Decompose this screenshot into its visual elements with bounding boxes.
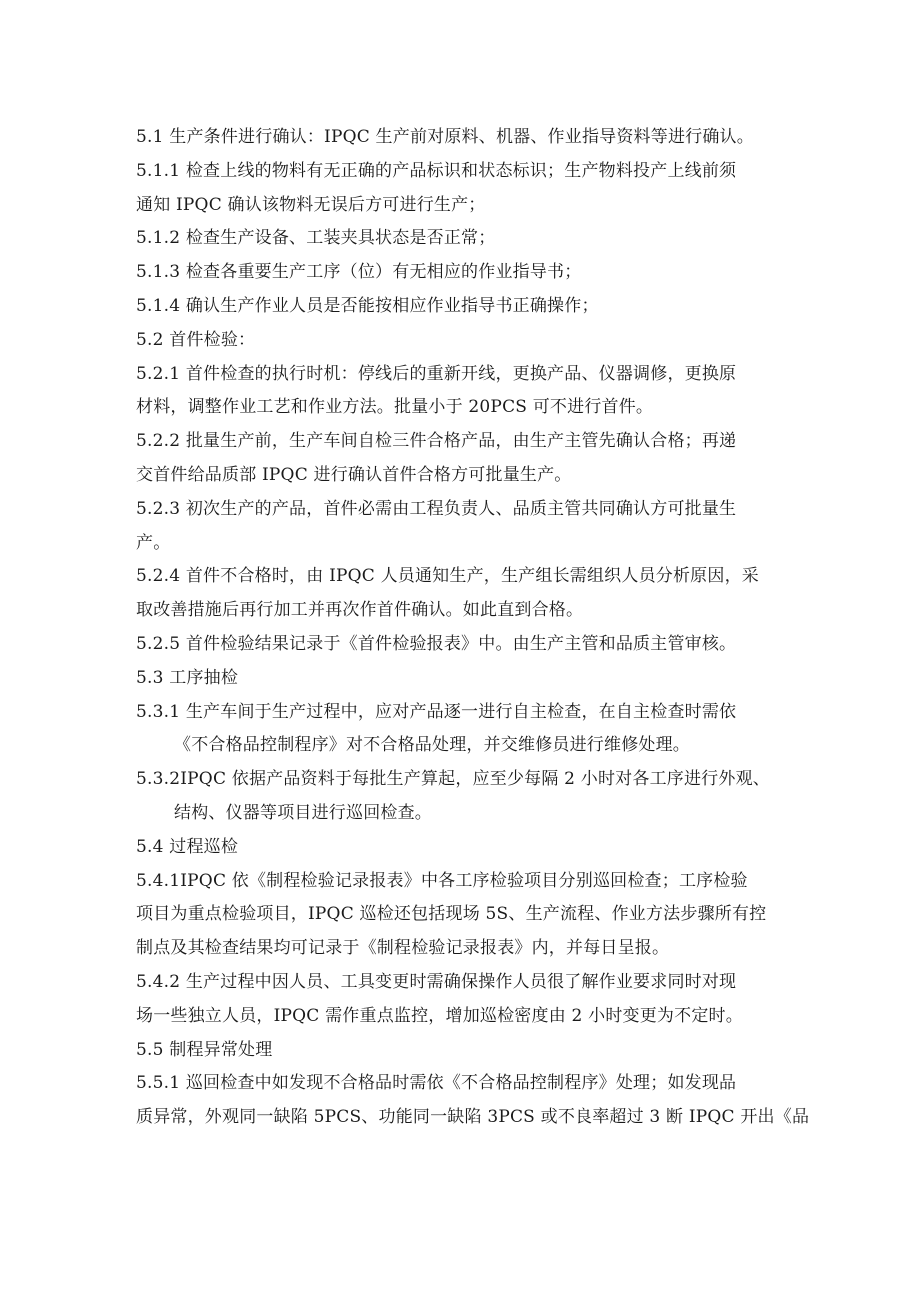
text-line: 场一些独立人员，IPQC 需作重点监控，增加巡检密度由 2 小时变更为不定时。: [136, 1005, 743, 1026]
text-line: 5.2.1 首件检查的执行时机：停线后的重新开线，更换产品、仪器调修，更换原: [136, 363, 737, 384]
text-line: 5.2.3 初次生产的产品，首件必需由工程负责人、品质主管共同确认方可批量生: [136, 498, 737, 519]
text-line-indented: 《不合格品控制程序》对不合格品处理，并交维修员进行维修处理。: [174, 735, 690, 756]
text-line: 5.3.1 生产车间于生产过程中，应对产品逐一进行自主检查，在自主检查时需依: [136, 701, 737, 722]
text-line: 制点及其检查结果均可记录于《制程检验记录报表》内，并每日呈报。: [136, 938, 670, 959]
text-line-indented: 结构、仪器等项目进行巡回检查。: [174, 802, 432, 823]
text-line: 5.2.5 首件检验结果记录于《首件检验报表》中。由生产主管和品质主管审核。: [136, 633, 737, 654]
text-line: 5.3.2IPQC 依据产品资料于每批生产算起，应至少每隔 2 小时对各工序进行外观、: [136, 769, 770, 790]
text-line: 5.5.1 巡回检查中如发现不合格品时需依《不合格品控制程序》处理；如发现品: [136, 1073, 737, 1094]
text-line: 5.1.1 检查上线的物料有无正确的产品标识和状态标识；生产物料投产上线前须: [136, 160, 737, 181]
text-line: 5.4.2 生产过程中因人员、工具变更时需确保操作人员很了解作业要求同时对现: [136, 971, 737, 992]
text-line: 5.2.4 首件不合格时，由 IPQC 人员通知生产，生产组长需组织人员分析原因，采: [136, 566, 759, 587]
text-line: 5.1.3 检查各重要生产工序（位）有无相应的作业指导书；: [136, 262, 582, 283]
text-line: 产。: [136, 532, 171, 553]
section-heading-5-3: 5.3 工序抽检: [136, 667, 239, 688]
section-heading-5-4: 5.4 过程巡检: [136, 836, 239, 857]
document-body: [136, 121, 810, 1135]
text-line: 5.1.4 确认生产作业人员是否能按相应作业指导书正确操作；: [136, 295, 599, 316]
text-line: 交首件给品质部 IPQC 进行确认首件合格方可批量生产。: [136, 464, 572, 485]
text-line: 取改善措施后再行加工并再次作首件确认。如此直到合格。: [136, 600, 584, 621]
text-line: 质异常，外观同一缺陷 5PCS、功能同一缺陷 3PCS 或不良率超过 3 断 IPQC 开出《品: [136, 1107, 810, 1128]
text-line: 通知 IPQC 确认该物料无误后方可进行生产；: [136, 194, 486, 215]
text-line: 项目为重点检验项目，IPQC 巡检还包括现场 5S、生产流程、作业方法步骤所有控: [136, 904, 767, 925]
text-line: 5.2.2 批量生产前，生产车间自检三件合格产品，由生产主管先确认合格；再递: [136, 431, 737, 452]
section-heading-5-5: 5.5 制程异常处理: [136, 1039, 273, 1060]
text-line: 5.1.2 检查生产设备、工装夹具状态是否正常；: [136, 228, 496, 249]
text-line: 材料，调整作业工艺和作业方法。批量小于 20PCS 可不进行首件。: [136, 397, 654, 418]
section-heading-5-2: 5.2 首件检验：: [136, 329, 256, 350]
text-line: 5.4.1IPQC 依《制程检验记录报表》中各工序检验项目分别巡回检查；工序检验: [136, 870, 748, 891]
section-heading-5-1: 5.1 生产条件进行确认：IPQC 生产前对原料、机器、作业指导资料等进行确认。: [136, 127, 754, 147]
